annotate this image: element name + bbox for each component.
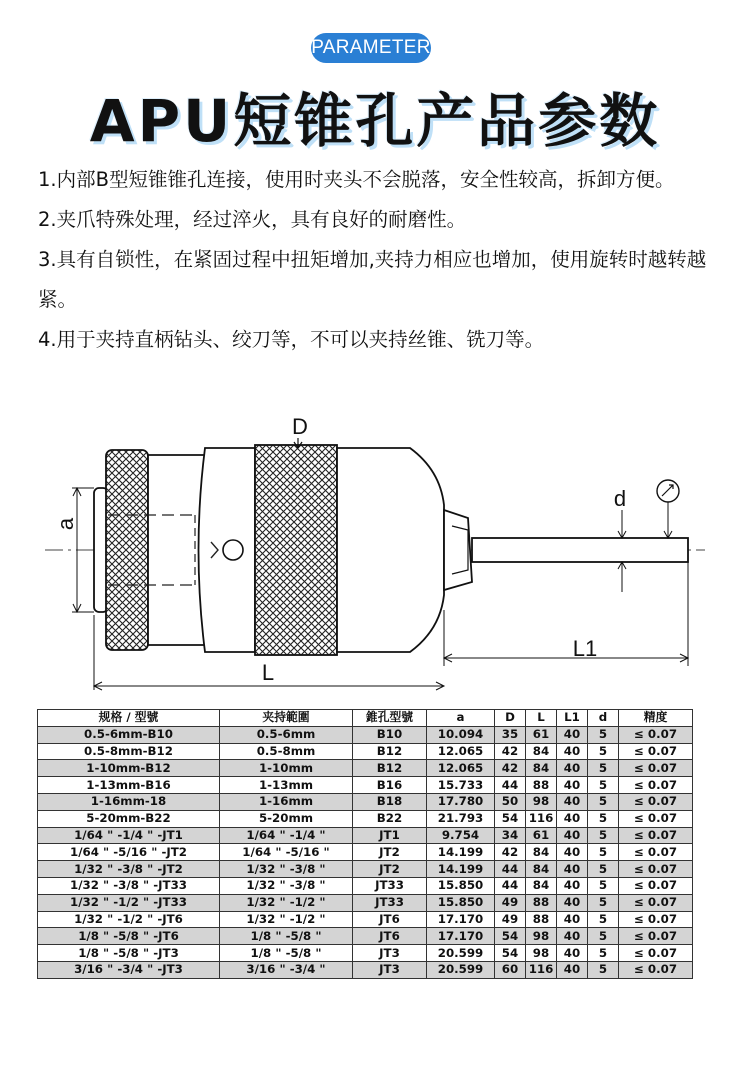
feature-item-3: 3.具有自锁性，在紧固过程中扭矩增加,夹持力相应也增加，使用旋转时越转越紧。 [38,248,707,311]
table-cell: 40 [557,945,588,962]
table-cell: 1-10mm-B12 [38,760,220,777]
page-title: APU短锥孔产品参数 [89,87,661,155]
table-cell: 1/8 " -5/8 " [220,928,353,945]
table-cell: 5-20mm-B22 [38,810,220,827]
table-cell: ≤ 0.07 [619,961,693,978]
table-cell: B18 [353,793,427,810]
table-cell: 17.170 [427,928,495,945]
table-cell: 0.5-8mm-B12 [38,743,220,760]
col-header-d: d [588,710,619,727]
table-cell: 44 [495,777,526,794]
table-row [38,861,693,878]
col-header-L: L [526,710,557,727]
table-cell: JT6 [353,911,427,928]
table-cell: 5 [588,793,619,810]
table-cell: 17.170 [427,911,495,928]
table-row [38,793,693,810]
table-cell: ≤ 0.07 [619,844,693,861]
table-cell: 1/64 " -5/16 " [220,844,353,861]
table-cell: 40 [557,827,588,844]
table-cell: 1-13mm-B16 [38,777,220,794]
table-cell: 12.065 [427,743,495,760]
table-row [38,743,693,760]
table-cell: ≤ 0.07 [619,928,693,945]
table-cell: 1/32 " -1/2 " -JT6 [38,911,220,928]
table-cell: 1/64 " -1/4 " [220,827,353,844]
table-cell: 20.599 [427,961,495,978]
table-cell: 15.733 [427,777,495,794]
table-cell: 1/32 " -3/8 " [220,877,353,894]
table-cell: 34 [495,827,526,844]
chuck-nose [337,448,444,652]
col-header-a: a [427,710,495,727]
table-cell: 21.793 [427,810,495,827]
table-cell: 84 [526,743,557,760]
table-cell: 0.5-8mm [220,743,353,760]
table-cell: B16 [353,777,427,794]
table-cell: 5 [588,911,619,928]
table-cell: 10.094 [427,726,495,743]
table-cell: 49 [495,894,526,911]
table-cell: 40 [557,844,588,861]
table-cell: 5 [588,777,619,794]
table-cell: 5 [588,894,619,911]
table-cell: 84 [526,844,557,861]
table-cell: JT3 [353,961,427,978]
spec-table [37,709,693,979]
table-cell: 5 [588,810,619,827]
feature-item-4: 4.用于夹持直柄钻头、绞刀等，不可以夹持丝锥、铣刀等。 [38,328,545,351]
col-header-D: D [495,710,526,727]
table-cell: 35 [495,726,526,743]
table-cell: 5 [588,726,619,743]
table-cell: 50 [495,793,526,810]
table-cell: 40 [557,894,588,911]
col-header-spec: 规格 / 型號 [38,710,220,727]
table-cell: 12.065 [427,760,495,777]
table-cell: 3/16 " -3/4 " [220,961,353,978]
table-cell: 1/32 " -3/8 " -JT33 [38,877,220,894]
table-cell: 9.754 [427,827,495,844]
table-cell: 40 [557,777,588,794]
table-cell: 17.780 [427,793,495,810]
table-cell: 88 [526,777,557,794]
table-cell: 5 [588,877,619,894]
label-D: D [292,414,308,439]
table-cell: 42 [495,743,526,760]
table-cell: 1/32 " -3/8 " [220,861,353,878]
table-cell: JT6 [353,928,427,945]
table-cell: 44 [495,877,526,894]
table-cell: 42 [495,760,526,777]
col-header-precision: 精度 [619,710,693,727]
table-cell: 15.850 [427,877,495,894]
feature-item-1: 1.内部B型短锥锥孔连接，使用时夹头不会脱落，安全性较高，拆卸方便。 [38,168,675,191]
table-cell: 1/64 " -1/4 " -JT1 [38,827,220,844]
table-cell: 5 [588,760,619,777]
table-cell: 1/8 " -5/8 " [220,945,353,962]
table-cell: 1/8 " -5/8 " -JT3 [38,945,220,962]
table-cell: 1-16mm [220,793,353,810]
table-cell: 5 [588,961,619,978]
table-cell: 40 [557,911,588,928]
table-cell: B10 [353,726,427,743]
table-cell: B22 [353,810,427,827]
table-row [38,810,693,827]
table-cell: 1/32 " -1/2 " -JT33 [38,894,220,911]
table-row [38,726,693,743]
table-cell: 61 [526,726,557,743]
table-cell: 0.5-6mm [220,726,353,743]
table-cell: JT2 [353,844,427,861]
feature-item-2: 2.夹爪特殊处理，经过淬火，具有良好的耐磨性。 [38,208,467,231]
table-cell: 40 [557,877,588,894]
table-cell: ≤ 0.07 [619,861,693,878]
table-row [38,894,693,911]
table-cell: 15.850 [427,894,495,911]
table-cell: JT33 [353,877,427,894]
col-header-taper: 錐孔型號 [353,710,427,727]
table-cell: 40 [557,928,588,945]
table-cell: ≤ 0.07 [619,777,693,794]
table-row [38,760,693,777]
drill-shank [472,538,688,562]
table-cell: 1-16mm-18 [38,793,220,810]
table-cell: 88 [526,911,557,928]
table-cell: 5 [588,928,619,945]
table-cell: 1/64 " -5/16 " -JT2 [38,844,220,861]
label-d: d [613,486,627,511]
table-cell: B12 [353,743,427,760]
table-cell: 0.5-6mm-B10 [38,726,220,743]
table-cell: 84 [526,861,557,878]
table-cell: 84 [526,760,557,777]
table-cell: JT33 [353,894,427,911]
table-row [38,945,693,962]
table-cell: 1/32 " -1/2 " [220,894,353,911]
table-cell: 14.199 [427,844,495,861]
table-cell: 44 [495,861,526,878]
rear-knurl-ring [106,450,148,650]
col-header-L1: L1 [557,710,588,727]
table-row [38,877,693,894]
table-row [38,928,693,945]
table-cell: 88 [526,894,557,911]
table-cell: ≤ 0.07 [619,793,693,810]
table-cell: ≤ 0.07 [619,760,693,777]
table-cell: 54 [495,945,526,962]
table-cell: 40 [557,793,588,810]
table-cell: 5 [588,844,619,861]
table-cell: 116 [526,961,557,978]
table-row [38,827,693,844]
feature-list [38,160,718,360]
table-cell: 1-13mm [220,777,353,794]
table-cell: 42 [495,844,526,861]
table-cell: 20.599 [427,945,495,962]
table-cell: ≤ 0.07 [619,894,693,911]
table-cell: 5 [588,861,619,878]
table-cell: 84 [526,877,557,894]
table-cell: 40 [557,810,588,827]
table-cell: 54 [495,810,526,827]
key-hole [223,540,243,560]
table-cell: 5 [588,945,619,962]
table-cell: 5 [588,827,619,844]
runout-symbol-icon [657,480,679,502]
table-cell: 98 [526,928,557,945]
table-row [38,844,693,861]
table-row [38,961,693,978]
table-cell: JT2 [353,861,427,878]
label-a: a [53,517,78,531]
table-cell: B12 [353,760,427,777]
label-L: L [261,660,275,685]
table-cell: ≤ 0.07 [619,911,693,928]
table-cell: ≤ 0.07 [619,877,693,894]
col-header-range: 夹持範圍 [220,710,353,727]
table-cell: ≤ 0.07 [619,726,693,743]
table-cell: 40 [557,760,588,777]
table-cell: 116 [526,810,557,827]
table-cell: 5 [588,743,619,760]
table-cell: 60 [495,961,526,978]
table-cell: 98 [526,793,557,810]
table-cell: JT3 [353,945,427,962]
table-cell: 1-10mm [220,760,353,777]
table-cell: 3/16 " -3/4 " -JT3 [38,961,220,978]
table-cell: 1/8 " -5/8 " -JT6 [38,928,220,945]
table-cell: 40 [557,726,588,743]
table-row [38,777,693,794]
table-cell: 40 [557,961,588,978]
table-cell: 61 [526,827,557,844]
table-cell: ≤ 0.07 [619,945,693,962]
table-cell: 54 [495,928,526,945]
table-cell: 98 [526,945,557,962]
table-cell: 1/32 " -3/8 " -JT2 [38,861,220,878]
label-L1: L1 [572,636,598,661]
table-cell: 40 [557,743,588,760]
table-cell: 14.199 [427,861,495,878]
chuck-body [148,455,205,645]
table-cell: ≤ 0.07 [619,810,693,827]
table-cell: 1/32 " -1/2 " [220,911,353,928]
table-row [38,911,693,928]
drill-chuck-diagram [0,410,750,705]
table-cell: ≤ 0.07 [619,743,693,760]
parameter-badge: PARAMETER [311,33,431,63]
table-cell: ≤ 0.07 [619,827,693,844]
table-header-row [38,710,693,727]
table-cell: 40 [557,861,588,878]
table-cell: JT1 [353,827,427,844]
table-cell: 49 [495,911,526,928]
front-knurl-sleeve [255,445,337,655]
table-cell: 5-20mm [220,810,353,827]
